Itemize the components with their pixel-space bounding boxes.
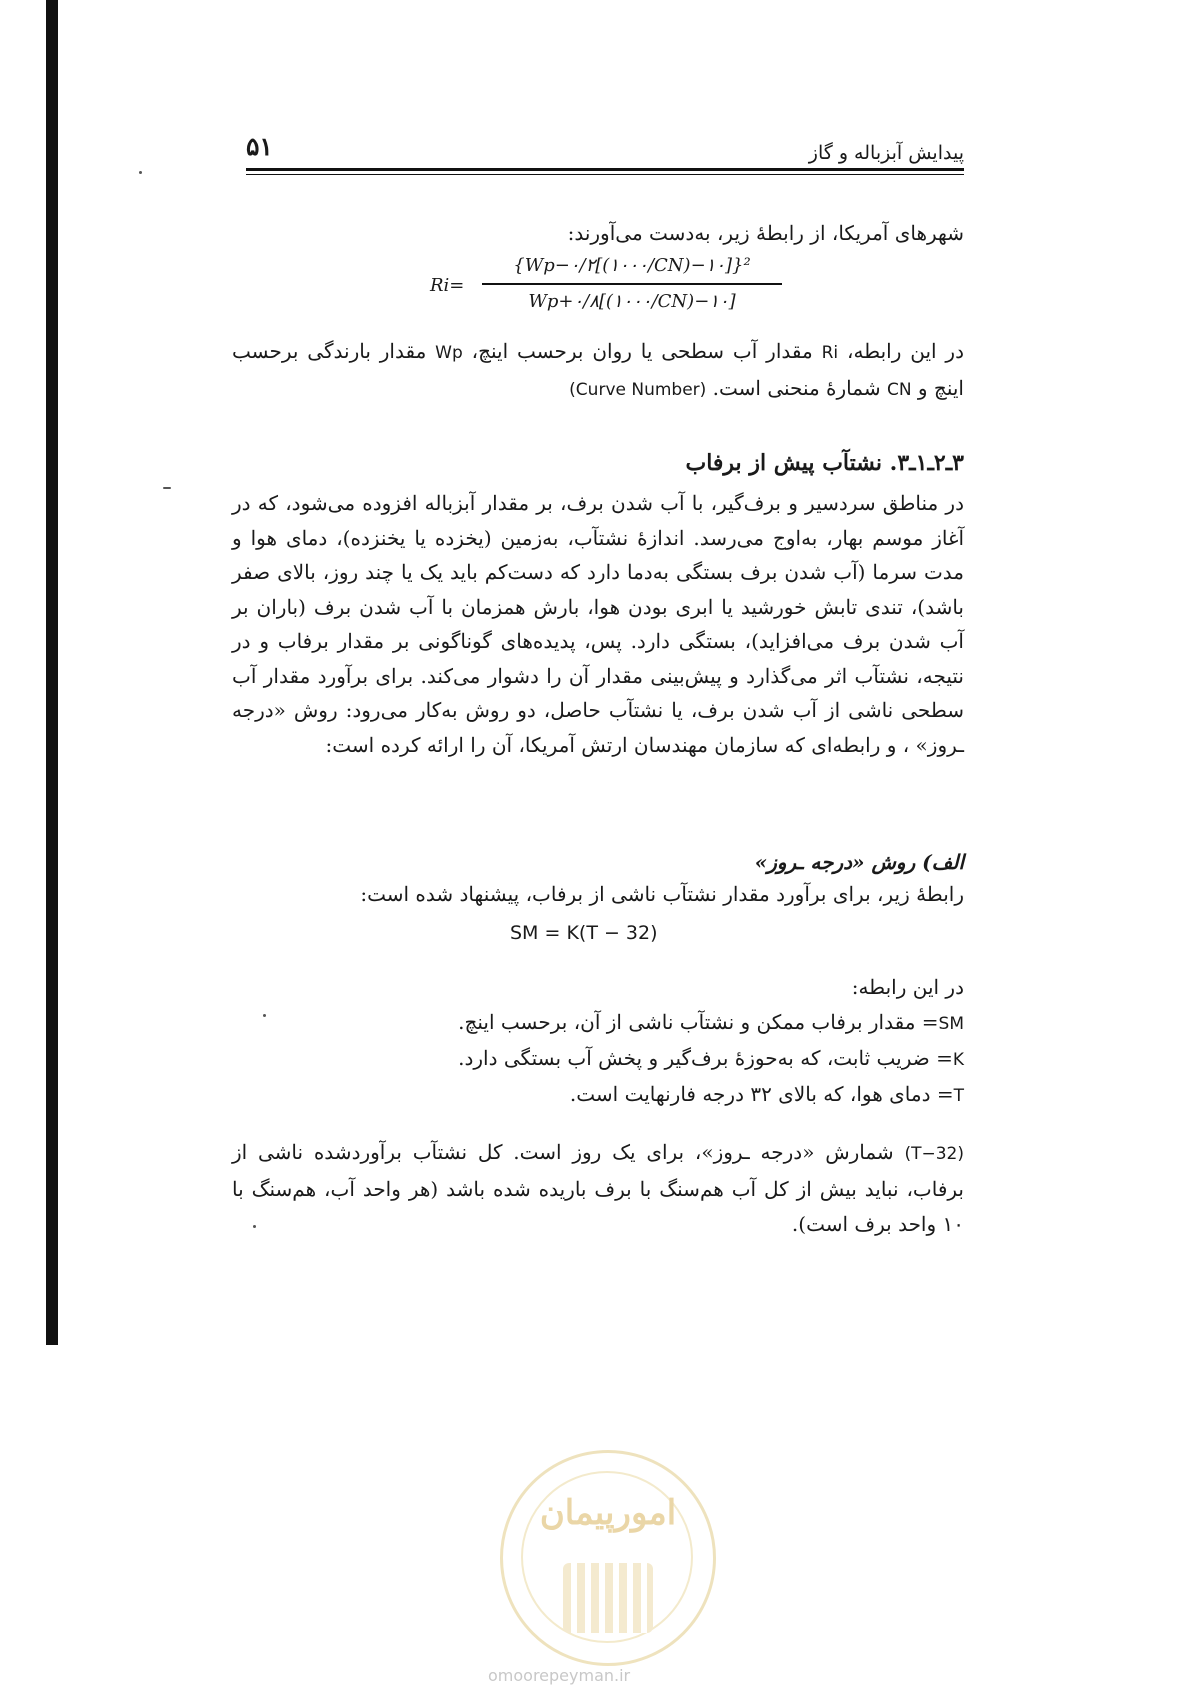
scan-edge: [46, 0, 58, 1345]
definition-symbol: T: [953, 1086, 964, 1106]
page-header: [246, 128, 964, 180]
definition-text: = ضریب ثابت، که به‌حوزهٔ برف‌گیر و پخش آب بستگی دارد.: [458, 1046, 953, 1070]
header-rule-thin: [246, 174, 964, 175]
definition-k: [458, 1046, 964, 1070]
definition-sm: [458, 1010, 964, 1034]
header-rule: [246, 168, 964, 171]
gear-icon: [563, 1563, 653, 1633]
formula-fraction: [482, 252, 782, 316]
snowmelt-paragraph: در مناطق سردسیر و برف‌گیر، با آب شدن برف، بر مقدار آبزباله افزوده می‌شود، که در آغاز موسم بهار، به‌اوج می‌رسد. اندازهٔ نشتآب، به‌زمین (یخزده یا یخنزده)، دمای هوا و مدت سرما (آب شدن برف بستگی به‌دما دارد که دست‌کم باید یک یا چند روز، بالای صفر باشد)، تندی تابش خورشید یا ابری بودن هوا، بارش همزمان با آب شدن برف (باران بر آب شدن برف می‌افزاید)، بستگی دارد. پس، پدیده‌های گوناگونی بر مقدار برفاب و در نتیجه، نشتآب اثر می‌گذارد و پیش‌بینی مقدار آن را دشوار می‌کند. برای برآورد مقدار آب سطحی ناشی از آب شدن برف، یا نشتآب حاصل، دو روش به‌کار می‌رود: روش «درجه ـروز» ، و رابطه‌ای که سازمان مهندسان ارتش آمریکا، آن را ارائه کرده است:: [232, 491, 964, 757]
text-run: شمارهٔ منحنی است.: [706, 376, 887, 400]
definition-symbol: SM: [938, 1014, 964, 1034]
definition-text: = مقدار برفاب ممکن و نشتآب ناشی از آن، برحسب اینچ.: [458, 1010, 939, 1034]
symbol-t-32: (T−32): [904, 1144, 964, 1164]
text-run: شمارش «درجه ـروز»، برای یک روز است. کل نشتآب برآوردشده ناشی از برفاب، نباید بیش از کل آب هم‌سنگ با برف باریده شده باشد (هر واحد آب، هم‌سنگ با ۱۰ واحد برف است).: [232, 1140, 964, 1236]
symbol-cn: CN: [886, 380, 912, 400]
definition-text: = دمای هوا، که بالای ۳۲ درجه فارنهایت است.: [569, 1082, 954, 1106]
variables-paragraph: [232, 334, 964, 408]
subsection-heading: الف) روش «درجه ـروز»: [754, 850, 964, 874]
scan-speck: [163, 487, 171, 489]
definition-t: [570, 1082, 964, 1106]
formula-lhs: Ri=: [430, 275, 465, 296]
text-run: مقدار بارندگی برحسب اینچ و: [232, 339, 964, 400]
fraction-bar: [482, 283, 782, 285]
section-heading: ۳ـ۲ـ۱ـ۳. نشتآب پیش از برفاب: [685, 450, 964, 476]
where-label: در این رابطه:: [851, 975, 964, 999]
symbol-wp: Wp: [435, 343, 463, 363]
watermark-url: omoorepeyman.ir: [488, 1666, 631, 1685]
scan-speck: [139, 171, 142, 174]
running-title: پیدایش آبزباله و گاز: [808, 142, 964, 164]
watermark-logo-text: امورپیمان: [539, 1493, 677, 1533]
curve-number-term: (Curve Number): [569, 380, 707, 400]
text-run: در این رابطه،: [838, 339, 964, 363]
definition-symbol: K: [952, 1050, 964, 1070]
runoff-formula: [430, 252, 790, 322]
formula-intro: رابطهٔ زیر، برای برآورد مقدار نشتآب ناشی از برفاب، پیشنهاد شده است:: [360, 882, 964, 906]
formula-numerator: {Wp−۰/۲[(۱۰۰۰/CN)−۱۰]}²: [513, 255, 751, 276]
page-number: ۵۱: [246, 132, 273, 161]
degree-day-formula: SM = K(T − 32): [510, 922, 658, 944]
scan-speck: [263, 1014, 266, 1017]
intro-line: شهرهای آمریکا، از رابطهٔ زیر، به‌دست می‌آورند:: [567, 221, 964, 245]
watermark-logo: [500, 1450, 716, 1666]
symbol-ri: Ri: [821, 343, 839, 363]
closing-paragraph: [232, 1135, 964, 1242]
text-run: مقدار آب سطحی یا روان برحسب اینچ،: [462, 339, 822, 363]
formula-denominator: Wp+۰/۸[(۱۰۰۰/CN)−۱۰]: [528, 290, 736, 312]
